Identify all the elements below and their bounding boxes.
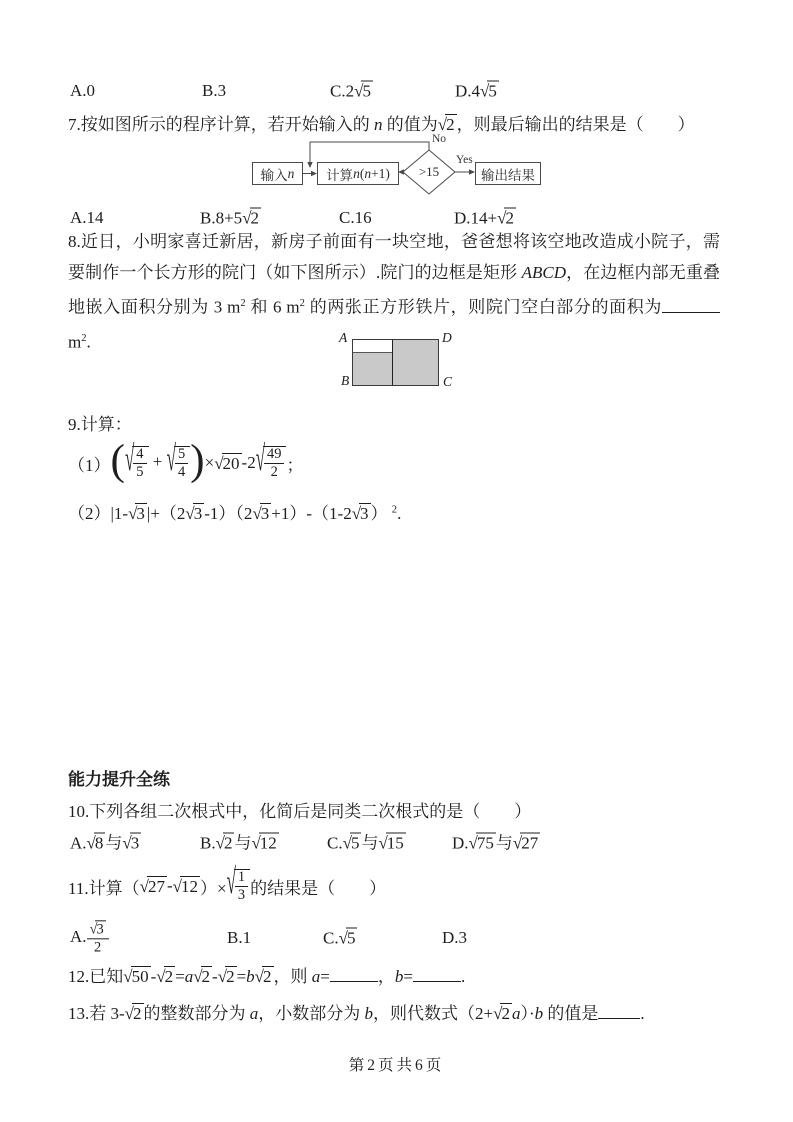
q13-prompt: 13.若 3-√2 的整数部分为 a，小数部分为 b，则代数式（2+√2 a）·b 的值是 . (68, 999, 735, 1024)
q6-option-c: C.2√5 (330, 81, 371, 101)
section-title: 能力提升全练 (68, 770, 170, 789)
q6-option-d: D.4√5 (455, 81, 497, 101)
q11-option-c: C.√5 (323, 928, 356, 948)
q7-prompt: 7.按如图所示的程序计算，若开始输入的 n 的值为√2 ，则最后输出的结果是（ ） (68, 115, 695, 134)
q9-part2: （2）|1-√3 |+（2√3 -1）（2√3 +1）-（1-2√3 ） $^2$. (68, 504, 402, 523)
figure-label-b: B (341, 373, 350, 388)
figure-label-d: D (442, 330, 452, 345)
q11-option-b: B.1 (227, 928, 252, 947)
q11-option-d: D.3 (442, 928, 468, 947)
figure-label-c: C (443, 374, 453, 389)
large-square-plate (392, 340, 438, 385)
q10-prompt: 10.下列各组二次根式中，化简后是同类二次根式的是（ ） (68, 802, 532, 821)
q7-option-a: A.14 (70, 208, 104, 227)
q9-part1: （1） ( √ $\frac{4}{5}$ + √ $\frac{5}{4}$ ) × √20 -2 √ $\frac{49}{2}$ ； (68, 436, 304, 485)
q10-option-a: A.√8 与√3 (70, 833, 140, 853)
figure-label-a: A (339, 330, 348, 345)
small-square-plate (353, 352, 392, 385)
q10-option-b: B.√2 与√12 (200, 833, 277, 853)
q10-option-d: D.√75 与√27 (452, 833, 539, 853)
flowchart-compute-box: 计算 n ( n +1) (317, 162, 399, 185)
q11-options-row (68, 916, 735, 960)
q7-flowchart (245, 133, 565, 200)
q8-prompt: 8.近日，小明家喜迁新居，新房子前面有一块空地，爸爸想将该空地改造成小院子，需要制作一个长方形的院门（如下图所示）.院门的边框是矩形 ABCD，在边框内部无重叠地嵌入面积分别为 3 $m^2$ 和 6 $m^2$ 的两张正方形铁片，则院门空白部分的面积为$m^2$. (68, 232, 720, 352)
flowchart-condition: >15 (418, 164, 440, 179)
flowchart-yes-label: Yes (456, 154, 473, 166)
q11-prompt: 11.计算（ √27 - √12 ）× √ $\frac{1}{3}$ 的结果是（ ） (68, 861, 387, 903)
q7-option-c: C.16 (339, 208, 372, 227)
q7-option-b: B.8+5√2 (200, 208, 260, 228)
q10-option-c: C.√5 与√15 (327, 833, 404, 853)
q7-option-d: D.14+√2 (454, 208, 514, 228)
q10-options-row (68, 826, 735, 856)
flowchart-no-label: No (432, 133, 447, 145)
q6-option-b: B.3 (202, 81, 227, 100)
flowchart-output-box: 输出结果 (475, 162, 541, 185)
page-number: 第2页共6页 (348, 1057, 445, 1074)
q6-options-row (68, 78, 735, 104)
q9-prompt: 9.计算： (68, 415, 132, 434)
q11-option-a: A. $\frac{√3}{2}$ (70, 920, 109, 955)
door-frame-rectangle (352, 339, 439, 386)
q6-option-a: A.0 (70, 81, 96, 100)
flowchart-input-box: 输入 n (252, 162, 303, 185)
q8-figure (338, 330, 463, 392)
q12-prompt: 12.已知√50 -√2 =a√2 -√2 =b√2 ，则 a= ，b= . (68, 962, 735, 987)
